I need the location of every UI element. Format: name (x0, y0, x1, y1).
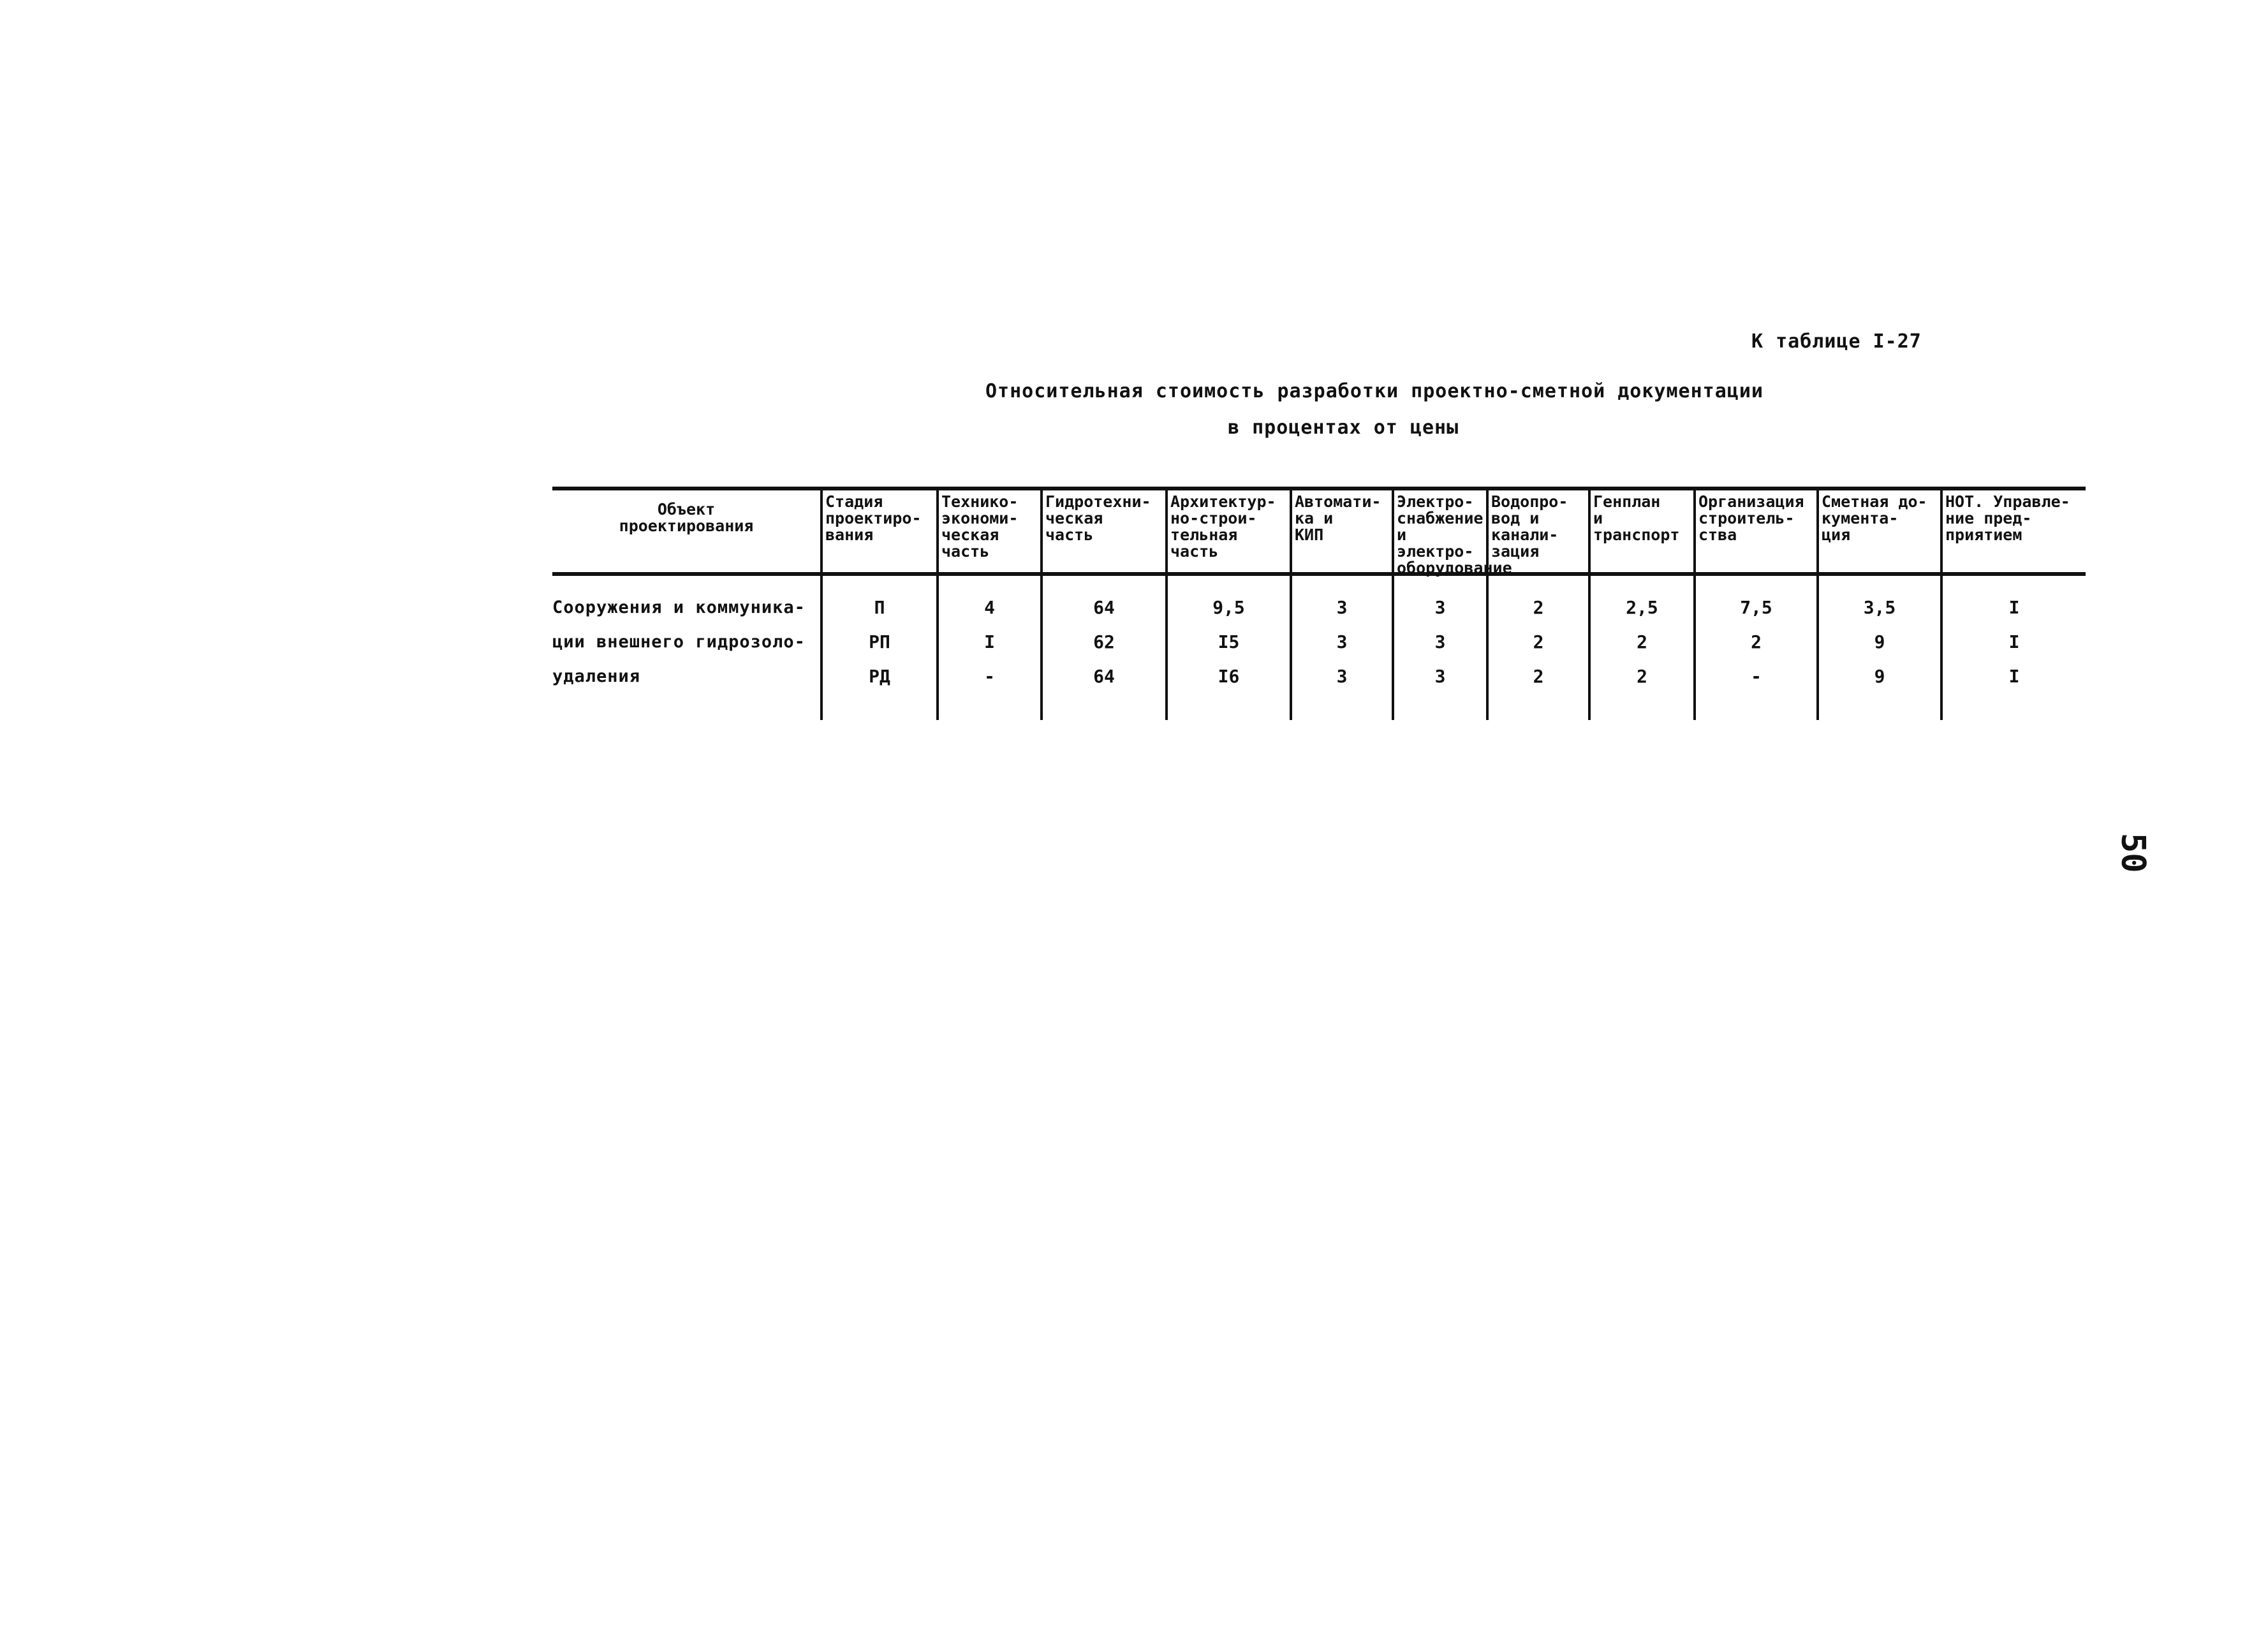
table-cell: 64 (1093, 597, 1115, 618)
table-cell: - (984, 666, 995, 687)
header-power-supply: Электро- снабжение и электро- оборудование (1397, 492, 1512, 577)
object-name-line: Сооружения и коммуника- (552, 598, 806, 617)
header-automation: Автомати- ка и КИП (1295, 492, 1381, 544)
table-cell: 2 (1533, 631, 1544, 652)
table-cell: 2,5 (1626, 597, 1658, 618)
page-number: 50 (2114, 833, 2152, 873)
table-cell: I (2008, 597, 2020, 618)
table-cell: 64 (1093, 666, 1115, 687)
table-cell: 9 (1874, 666, 1885, 687)
table-cell: 62 (1093, 631, 1115, 652)
table-cell: 3 (1434, 631, 1446, 652)
table-cell: I (2008, 631, 2020, 652)
table-cell: - (1751, 666, 1762, 687)
header-stage: Стадия проектиро- вания (825, 492, 922, 544)
table-cell: 4 (984, 597, 995, 618)
table-cell: I5 (1218, 631, 1240, 652)
table-cell: 7,5 (1740, 597, 1772, 618)
header-water-supply: Водопро- вод и канали- зация (1491, 492, 1568, 561)
header-general-plan: Генплан и транспорт (1593, 492, 1680, 544)
header-construction-org: Организация строитель- ства (1698, 492, 1804, 544)
table-cell: П (874, 597, 885, 618)
header-estimate-docs: Сметная до- кумента- ция (1822, 492, 1927, 544)
table-cell: 3 (1434, 666, 1446, 687)
table-cell: I6 (1218, 666, 1240, 687)
table-cell: 3 (1336, 597, 1348, 618)
header-object: Объект проектирования (619, 500, 754, 535)
table-cell: 3 (1336, 666, 1348, 687)
table-header-rule (552, 572, 2086, 576)
document-title: Относительная стоимость разработки проектно-сметной документации (985, 380, 1764, 402)
table-reference-note: К таблице I-27 (1751, 330, 1922, 353)
table-cell: I (984, 631, 995, 652)
object-name-line: ции внешнего гидрозоло- (552, 632, 806, 652)
table-cell: 3 (1336, 631, 1348, 652)
header-technical-economic: Технико- экономи- ческая часть (941, 492, 1019, 561)
table-cell: I (2008, 666, 2020, 687)
header-management: НОТ. Управле- ние пред- приятием (1945, 492, 2070, 544)
header-hydrotechnical: Гидротехни- ческая часть (1045, 492, 1151, 544)
table-cell: 2 (1637, 666, 1647, 687)
table-cell: РД (869, 666, 890, 687)
table-cell: 2 (1533, 597, 1544, 618)
table-cell: 9,5 (1212, 597, 1245, 618)
document-subtitle: в процентах от цены (1228, 416, 1459, 439)
table-cell: 9 (1874, 631, 1885, 652)
table-cell: 2 (1533, 666, 1544, 687)
table-top-rule (552, 487, 2086, 490)
table-cell: 3 (1434, 597, 1446, 618)
table-cell: 3,5 (1863, 597, 1896, 618)
object-name-line: удаления (552, 666, 641, 686)
table-cell: 2 (1751, 631, 1762, 652)
table-cell: 2 (1637, 631, 1647, 652)
table-cell: РП (869, 631, 890, 652)
header-architectural: Архитектур- но-строи- тельная часть (1170, 492, 1276, 561)
